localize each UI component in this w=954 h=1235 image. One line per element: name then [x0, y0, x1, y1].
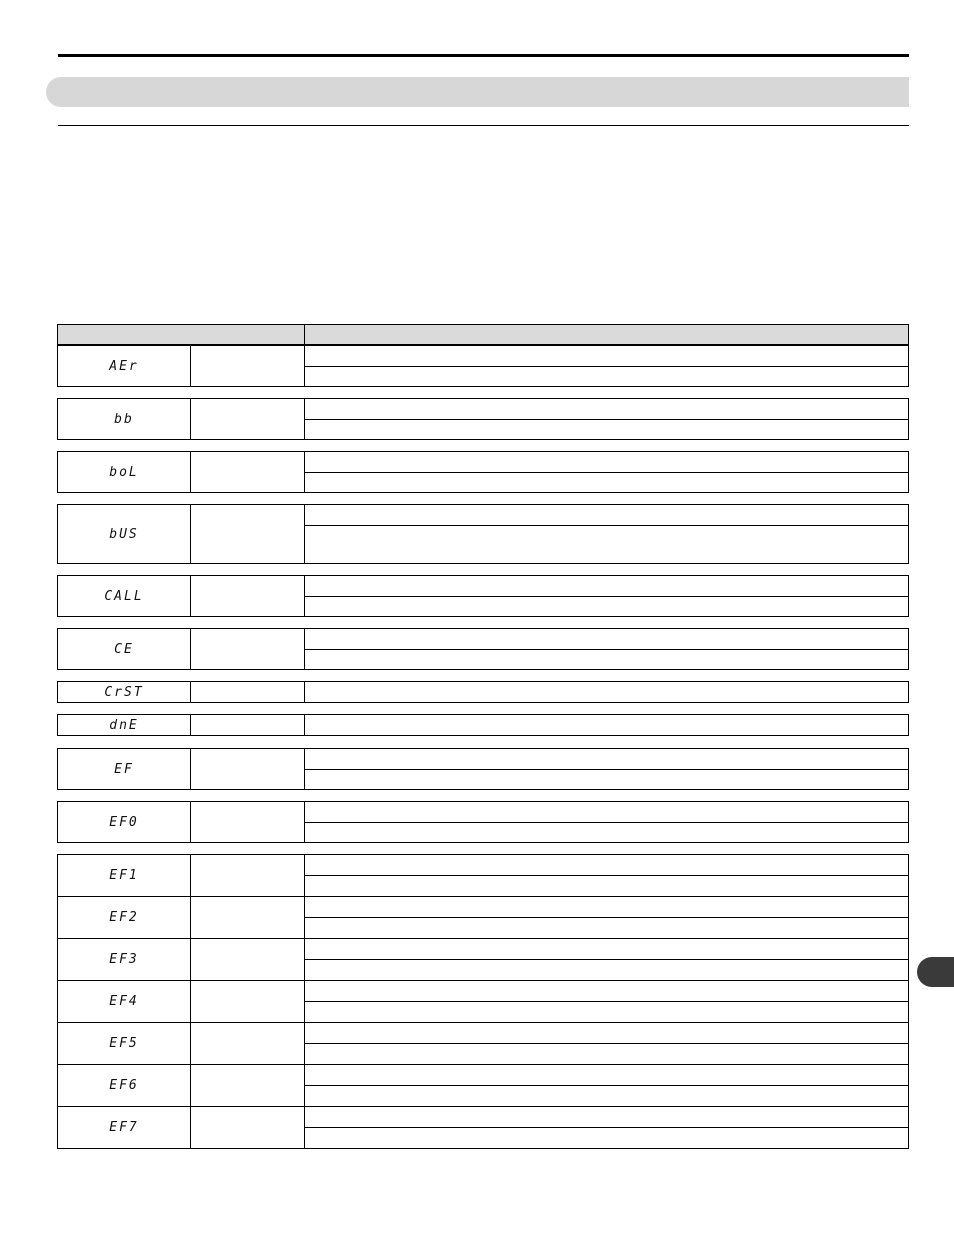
table-row	[57, 451, 909, 493]
digital-operator-display: AEr	[109, 358, 139, 374]
digital-operator-display: bUS	[109, 526, 139, 542]
table-row	[57, 896, 909, 939]
table-row	[57, 980, 909, 1023]
digital-operator-display: CALL	[104, 588, 144, 604]
section-header-band	[46, 77, 909, 107]
digital-operator-display: EF	[114, 761, 134, 777]
table-row	[57, 1064, 909, 1107]
digital-operator-display: EF3	[109, 952, 139, 967]
digital-operator-display: EF5	[109, 1036, 139, 1051]
table-row	[57, 1106, 909, 1149]
digital-operator-display: EF0	[109, 814, 139, 830]
chapter-tab	[917, 957, 954, 987]
top-rule	[58, 54, 909, 57]
digital-operator-display: CrST	[104, 684, 144, 700]
digital-operator-display: boL	[109, 464, 139, 480]
table-row	[57, 398, 909, 440]
table-row	[57, 345, 909, 387]
table-row	[57, 628, 909, 670]
table-row	[57, 575, 909, 617]
digital-operator-display: EF4	[109, 994, 139, 1009]
table-row	[57, 938, 909, 981]
table-row	[57, 1022, 909, 1065]
table-row	[57, 748, 909, 790]
digital-operator-display: CE	[114, 641, 134, 657]
table-header	[57, 324, 909, 345]
digital-operator-display: EF1	[109, 868, 139, 883]
table-row	[57, 854, 909, 897]
digital-operator-display: EF7	[109, 1120, 139, 1135]
table-row	[57, 801, 909, 843]
table-row	[57, 504, 909, 564]
section-rule	[58, 125, 909, 126]
digital-operator-display: EF6	[109, 1078, 139, 1093]
table-row	[57, 681, 909, 703]
digital-operator-display: dnE	[109, 717, 139, 733]
digital-operator-display: EF2	[109, 910, 139, 925]
digital-operator-display: bb	[114, 411, 134, 427]
table-row	[57, 714, 909, 736]
